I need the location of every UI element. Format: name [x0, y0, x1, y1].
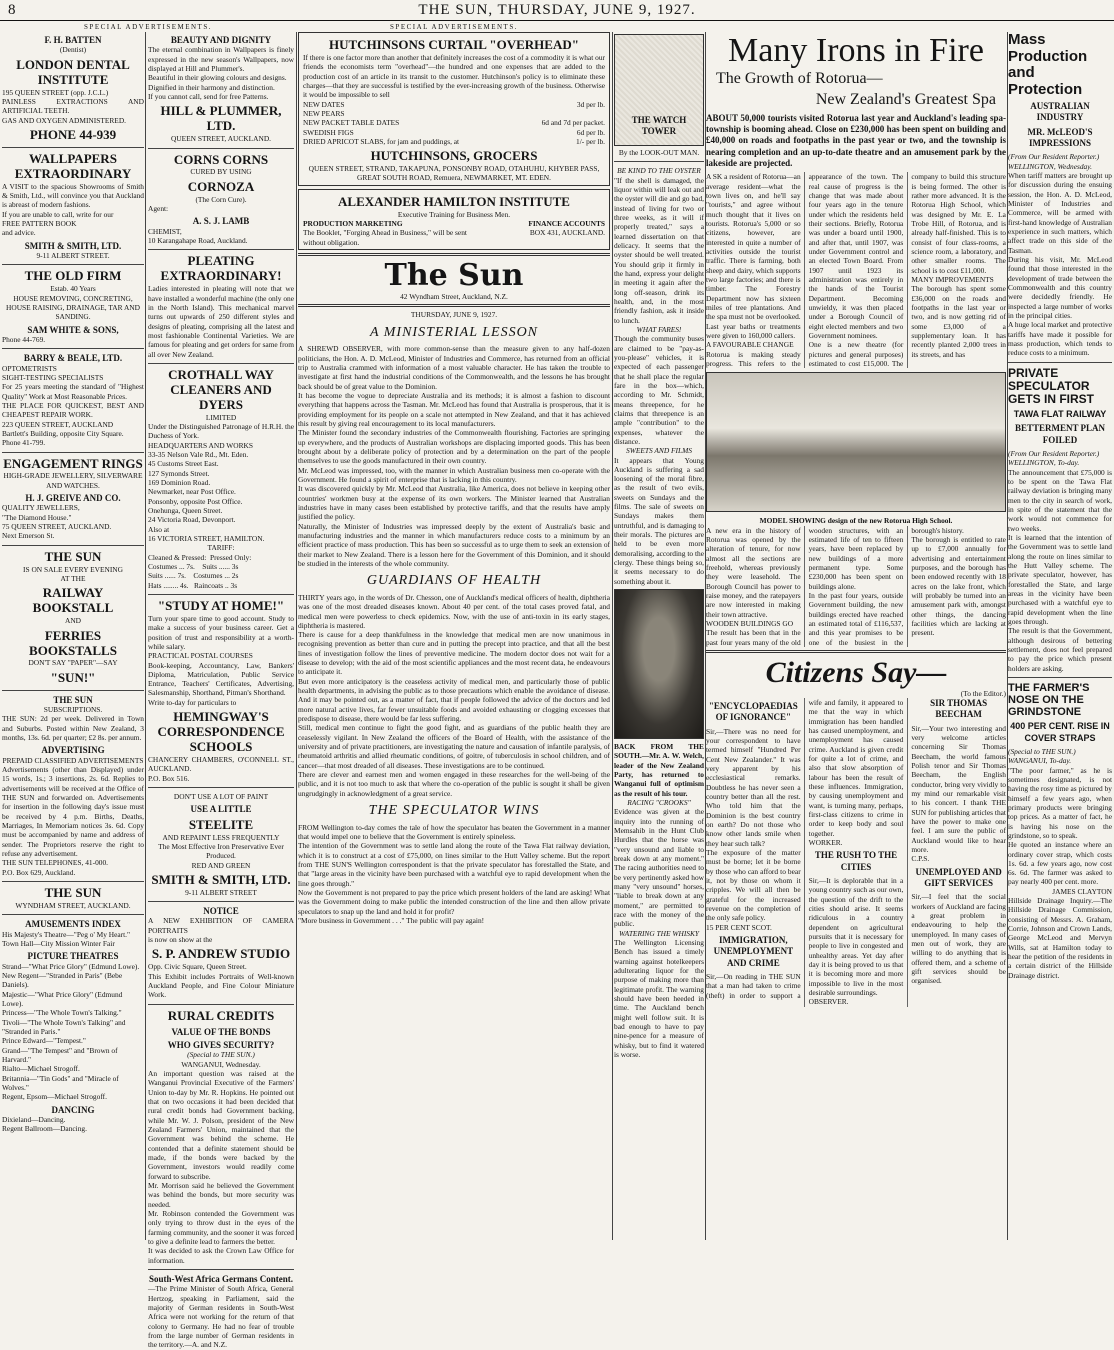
ad-aha-left: PRODUCTION MARKETING: [303, 219, 403, 229]
news-farmer-sub: 400 PER CENT. RISE IN COVER STRAPS: [1010, 721, 1110, 743]
rotorua-body-2: A new era in the history of Rotorua was opened by the alteration of tenure, for now almost all the sections are freehold, whereas previously they were leasehold. The Borough Council has power to raise money, and the ratepayers are now interested in making their town attractive. WOODEN BUILDINGS GO The result has been that in the past four years many of the old wooden structures, with an estimated life of ten to fifteen years, have been replaced by new buildings of a more permanent type. Some £230,000 has been spent on buildings alone. In the past four years, outside Government building, the new buildings erected have reached an estimated total of £116,537, and this year promises to be one of the busiest in the borough's history. The borough is entitled to rate up to £7,000 annually for advertising and entertainment purposes, and the borough has been endowed recently with 18 acres on the lake front, which will probably be turned into an amusement park with, amongst other things, the dancing facilities which are lacking at present.: [706, 525, 1006, 647]
picture-item: Grand—"The Tempest" and "Brown of Harvard.": [2, 1045, 118, 1064]
ad-batten-address: 195 QUEEN STREET (opp. J.C.L.) PAINLESS EXTRACTIONS AND ARTIFICIAL TEETH. GAS AND OXYGEN ADMINISTERED.: [2, 87, 144, 125]
watch-head: BE KIND TO THE OYSTER: [617, 166, 701, 176]
price-row: NEW PACKET TABLE DATES 6d and 7d per packet.: [303, 118, 605, 128]
pictures-head: PICTURE THEATRES: [27, 951, 119, 962]
watch-head: WHAT FARES!: [636, 324, 682, 334]
subs-sub: SUBSCRIPTIONS.: [43, 705, 103, 715]
article-rural-sub2: WHO GIVES SECURITY?: [167, 1039, 275, 1050]
ad-andrew-body: Opp. Civic Square, Queen Street. This Exhibit includes Portraits of Well-known Auckland People, and Fine Colour Miniature Work.: [148, 962, 294, 1000]
price-row: DRIED APRICOT SLABS, for jam and puddings, at 1/- per lb.: [303, 136, 605, 146]
price-row: SWEDISH FIGS 6d per lb.: [303, 127, 605, 137]
editorial-speculator-head: THE SPECULATOR WINS: [368, 803, 540, 819]
picture-item: Tivoli—"The Whole Town's Talking" and "Stranded in Paris.": [2, 1017, 126, 1036]
news-byline: (From Our Resident Reporter.) WELLINGTON, To-day.: [1008, 449, 1100, 468]
ad-engagement-sub: HIGH-GRADE JEWELLERY, SILVERWARE AND WATCHES.: [3, 471, 143, 490]
watch-head: WATERING THE WHISKY: [618, 928, 700, 938]
citizens-say-head: Citizens Say—: [765, 655, 947, 689]
ad-crothall-addresses: 45 Customs Street East. 127 Symonds Street. 169 Dominion Road. Newmarket, near Post Office. Ponsonby, opposite Post Office. Onehunga, Queen Street. 24 Victoria Road, Devonport. Also at 16 VICTORIA STREET, HAMILTON.: [148, 459, 265, 543]
article-rural-sub: VALUE OF THE BONDS: [171, 1026, 271, 1037]
ad-greive: H. J. GREIVE AND CO.: [25, 493, 121, 504]
ad-aha-booklet: The Booklet, "Forging Ahead in Business," will be sent without obligation.: [303, 228, 467, 247]
news-speculator-head: PRIVATE SPECULATOR GETS IN FIRST: [1008, 365, 1095, 406]
section-label-left: SPECIAL ADVERTISEMENTS.: [84, 23, 212, 31]
letter-head: SIR THOMAS BEECHAM: [930, 698, 988, 720]
ad-hill-plummer: HILL & PLUMMER, LTD.: [160, 103, 282, 134]
watch-tower-illustration: [614, 34, 704, 146]
article-rural-body: An important question was raised at the Wanganui Provincial Executive of the Farmers' Union to-day by Mr. R. Hopkins. He pointed out that on two occasions it had been decided that rural credit bonds had Government backing, while Mr. W. J. Polson, president of the New Zealand Farmers' Union, maintained that the Government was behind the scheme. He contended that a definite statement should be made, if the bonds were backed by the Government, investors would readily come forward to subscribe. Mr. Morrison said he believed the Government was behind the bonds, but more security was needed. Mr. Robinson contended the Government was only trying to throw dust in the eyes of the farming community, and the sooner it was forced to give a definite lead to farmers the better. It was decided to ask the Crown Law Office for information.: [148, 1068, 294, 1265]
ad-dont-use-paint: DON'T USE A LOT OF PAINT: [173, 791, 269, 801]
column-rule: [612, 32, 613, 1240]
news-mass-production-sub: AUSTRALIAN INDUSTRY: [1030, 101, 1090, 123]
rotorua-body: A SK a resident of Rotorua—an average resident—what the town lives on, and he'll say "tourists," and agree without much thought that it lives on tourists. Rotorua's 5,000 or so citizens, however, are interested in quite a number of activities outside the tourist traffic. There is farming, both sheep and dairy, which supports two large factories; and there is timber. The Forestry Department now has sixteen miles of tree plantations. And the spa must not be overlooked. Last year baths or treatments were given to 160,000 callers. A FAVOURABLE CHANGE Rotorua is making steady progress. This refers to the appearance of the town. The real cause of progress is the change that was made about four years ago in the tenure under which the residents held their sections. Briefly, Rotorua was under a board until 1900, and after that, until 1907, was under Government control and an elected Town Board. From 1907 until 1923 its administration was entirely in the hands of the Tourist Department. Becoming unwieldy, it was then placed under a Borough Council of eight elected members and two Government nominees. One is a new theatre (for pictures and general purposes) estimated to cost £15,000. The company to build this structure is being formed. The other is rather more advanced. It is the Rotorua High School, which was designed by Mr. E. La Trobe Hill, of Rotorua, and is already half-finished. This is to consist of four class-rooms, a science room, a laboratory, and other smaller rooms. The school is to cost £11,000. MANY IMPROVEMENTS The borough has spent some £36,000 on the roads and footpaths in the last year or two, and is now getting rid of some £3,000 of a supplementary loan. It has recently planted 2,000 trees in its streets, and has: [706, 172, 1006, 368]
ad-beauty-body: The eternal combination in Wallpapers is finely expressed in the new season's Wallpapers, now displayed at Hill and Plummer's. Beautiful in their glowing colours and designs. Dignified in their harmony and distinction. If you cannot call, send for free Patterns.: [148, 45, 294, 101]
ad-pleating-body: Ladies interested in pleating will note that we have installed a wonderful machine (the only one in the North Island). This mechanical marvel turns out upwards of 250 different styles and designs of pleating, comprising all the latest and most fashionable Continental Varieties. We are famous for pleating and get orders for same from all over New Zealand.: [148, 284, 294, 359]
ad-sun-title: THE SUN: [44, 548, 102, 564]
adv-body: Advertisements (other than Displayed) under 15 words, 1s.; 3 insertions, 2s. 6d. Replies to advertisements will be received at the Office of THE SUN and forwarded on. Advertisements for insertion in the following day's issue must be received by 4 p.m. Births, Deaths, Marriages, In Memoriam notices 3s. 6d. Copy must be accompanied by name and address of sender. The Proprietors reserve the right to refuse any advertisement. THE SUN TELEPHONES, 41-000. P.O. Box 629, Auckland.: [2, 765, 144, 877]
column-ads-left: [2, 32, 144, 1240]
article-sw-africa-body: —The Prime Minister of South Africa, General Hertzog, speaking in Parliament, said the majority of German residents in South-West Africa were not working for the return of that colony to Germany. He had no fear of trouble from the large number of German residents in the territory.—A. and N.Z.: [148, 1284, 294, 1350]
ad-old-firm-body: HOUSE REMOVING, CONCRETING, HOUSE RAISING, DRAINAGE, TAR AND SANDING.: [6, 293, 140, 322]
price-row: NEW PEARS: [303, 108, 345, 118]
news-farmer-sign: JAMES CLAYTON: [1052, 886, 1112, 896]
ad-batten-sub: (Dentist): [59, 45, 87, 55]
editorial-speculator-body: FROM Wellington to-day comes the tale of how the speculator has beaten the Government in a manner that would impel one to believe that the Government is entirely spineless. The intention of the Government was to settle land along the route of the Tawa Flat railway deviation, which it is to construct at a cost of £75,000, on lines similar to the Hutt Valley scheme. But the report from THE SUN'S Wellington correspondent is that the private speculator has forestalled the State, and that "large areas in the vicinity have been purchased with a watchful eye to rapid development when the line goes through." Now the Government is not prepared to pay the price which present holders of the land are asking! What was the Government doing to make public the intended construction of the line and then allow private speculators to snap up the land and hold it for profit? "More business in Government . . ." The public will pay again!: [298, 822, 610, 925]
sun-office: THE SUN: [44, 884, 102, 900]
ad-cornoza: CORNOZA: [187, 178, 255, 194]
column-rule: [145, 32, 146, 1240]
amusements-head: AMUSEMENTS INDEX: [25, 919, 121, 930]
ad-smith-name: SMITH & SMITH, LTD.: [24, 240, 122, 251]
ad-lamb: A. S. J. LAMB: [192, 216, 250, 227]
model-caption: MODEL SHOWING design of the new Rotorua High School.: [759, 516, 953, 526]
letter-head: UNEMPLOYED AND GIFT SERVICES: [915, 866, 1002, 889]
watch-body: "If the shell is damaged, the liquor within will leak out and the oyster will die and go bad, instead of living for two or three weeks, as it will if properly treated," says a learned dissertation on that delicacy. It seems that the oyster should be well treated. You should grip it firmly in the hand, express your delight in meeting it again after the long off-season, drink its health, and, in the most friendly fashion, ask it inside to lunch.: [614, 175, 704, 325]
ad-crothall: CROTHALL WAY CLEANERS AND DYERS: [168, 366, 274, 412]
subs-body: THE SUN: 2d per week. Delivered in Town and Suburbs. Posted within New Zealand, 3 months, 13s. 6d. per quarter; £2 8s. per annum.: [2, 714, 144, 743]
ad-lamb-address: CHEMIST, 10 Karangahape Road, Auckland.: [148, 226, 248, 246]
column-feature: [706, 32, 1006, 1240]
letter-body: Sir,—Your two interesting and very welcome articles concerning Sir Thomas Beecham, the world famous Polish tenor and Sir Thomas Beecham, the English conductor, bring very vividly to my mind our remarkable visit to his concert. I thank THE SUN for publishing articles that have the power to make one feel. I am sure the public of Auckland would like to hear more. C.P.S.: [911, 723, 1006, 864]
watch-body: Though the community buses are claimed to be "pay-as-you-please" vehicles, it is expected of each passenger that he shall place the regular fare in the box—which, according to Mr. Schmidt, means threepence, for he claims that threepence is an ample "contribution" to the expenses, whatever the distance.: [614, 334, 704, 446]
letters: [706, 698, 1006, 1007]
watch-head: RACING "CROOKS": [627, 798, 691, 808]
ad-andrew-studio: S. P. ANDREW STUDIO: [151, 946, 291, 962]
photo-caption: BACK FROM THE SOUTH.—Mr. A. W. Welch, leader of the New Zealand Party, has returned to Wanganui full of optimism as the result of his tour.: [614, 742, 704, 798]
picture-item: Regent, Epsom—Michael Strogoff.: [2, 1092, 107, 1102]
editorial-ministerial-head: A MINISTERIAL LESSON: [369, 324, 539, 340]
picture-item: Rialto—Michael Strogoff.: [2, 1064, 80, 1074]
ad-engagement-rings: ENGAGEMENT RINGS: [3, 455, 143, 471]
ad-sun-at: AT THE: [60, 574, 86, 584]
picture-item: Princess—"The Whole Town's Talking.": [2, 1008, 122, 1018]
ad-alexander-hamilton: [298, 189, 610, 250]
ad-hemingways-address: CHANCERY CHAMBERS, O'CONNELL ST., AUCKLAND. P.O. Box 516.: [148, 754, 294, 783]
rotorua-subhead-2: New Zealand's Greatest Spa: [815, 90, 996, 108]
news-farmer-head: THE FARMER'S NOSE ON THE GRINDSTONE: [1008, 681, 1090, 719]
news-mass-production-head: Mass Production and Protection: [1008, 31, 1088, 98]
ad-smith-address: 9-11 ALBERT STREET.: [36, 250, 110, 260]
ad-cornoza-sub: (The Corn Cure).: [195, 194, 247, 204]
ad-preservative: The Most Effective Iron Preservative Ever Produced.: [158, 841, 284, 861]
picture-item: New Regent—"Stranded in Paris" (Bebe Daniels).: [2, 970, 123, 990]
editorial-health-head: GUARDIANS OF HEALTH: [366, 573, 542, 589]
letter-body: Sir,—It is deplorable that in a young country such as our own, the question of the drift to the cities should arise. It seems ridiculous in a country dependent on agricultural pursuits that it is necessary for people to live in congested and unhealthy areas. Yet day after day it is being proved to us that it is becoming more and more impossible to live in the most desirable surroundings. OBSERVER.: [808, 876, 904, 1007]
ad-hutchinsons-address: QUEEN STREET, STRAND, TAKAPUNA, PONSONBY ROAD, OTAHUHU, KHYBER PASS, GREAT SOUTH ROAD, Remuera, NEWMARKET, MT. EDEN.: [308, 164, 600, 183]
ad-wallpapers-head: WALLPAPERS EXTRAORDINARY: [14, 150, 132, 181]
article-rural-dateline: WANGANUI, Wednesday.: [181, 1059, 261, 1069]
rotorua-headline: Many Irons in Fire: [728, 32, 984, 69]
ad-corns-sub: CURED BY USING: [190, 167, 252, 177]
ad-hutchinsons-name: HUTCHINSONS, GROCERS: [370, 148, 538, 164]
ad-railway-bookstall: RAILWAY BOOKSTALL: [32, 585, 114, 616]
column-rule: [296, 32, 297, 1240]
watch-body: Evidence was given at the inquiry into the running of Memsahib in the Hunt Club Hurdles that the horse was "very unsound and liable to break down at any moment." The racing authorities need to be very pertinently asked how many "very unsound" horses, "liable to break down at any moment," are permitted to race with the money of the public.: [614, 807, 704, 929]
ad-repaint: AND REPAINT LESS FREQUENTLY: [162, 832, 280, 842]
news-hillside-body: Hillside Drainage Inquiry.—The Hillside Drainage Commission, consisting of Messrs. A. Graham, Corrie, Johnson and Crown Lands, George McLeod and Mervyn Wills, sat at Hamilton today to hear the petition of the residents in a certain district of the Hillside Drainage district.: [1008, 896, 1112, 980]
price-row: NEW DATES 3d per lb.: [303, 99, 605, 109]
ad-beauty-dignity: BEAUTY AND DIGNITY: [170, 35, 272, 45]
nameplate-address: 42 Wyndham Street, Auckland, N.Z.: [400, 292, 508, 302]
masthead: [0, 0, 1114, 20]
picture-item: Strand—"What Price Glory" (Edmund Lowe).: [2, 961, 140, 971]
ad-barry-sub: OPTOMETRISTS SIGHT-TESTING SPECIALISTS: [2, 363, 104, 382]
column-news-right: [1008, 32, 1112, 1240]
watch-tower-title: THE WATCH TOWER: [631, 115, 687, 137]
ad-notice: NOTICE: [203, 906, 239, 917]
ad-batten-name: F. H. BATTEN: [44, 35, 102, 45]
ad-aha-title: ALEXANDER HAMILTON INSTITUTE: [338, 193, 570, 209]
ad-aha-right: FINANCE ACCOUNTS: [528, 219, 605, 229]
ad-hemingways: HEMINGWAY'S CORRESPONDENCE SCHOOLS: [157, 709, 285, 755]
ad-sam-white-phone: Phone 44-769.: [2, 334, 46, 344]
ad-and: AND: [64, 616, 81, 626]
header-rule: [0, 20, 1114, 21]
letter-head: IMMIGRATION, UNEMPLOYMENT AND CRIME: [713, 935, 794, 968]
citizens-say-sub: (To the Editor.): [960, 688, 1006, 698]
news-speculator-sub: TAWA FLAT RAILWAY: [1013, 409, 1107, 420]
column-editorial: [298, 32, 610, 1240]
ad-hutchinsons: [298, 32, 610, 186]
news-speculator-sub2: BETTERMENT PLAN FOILED: [1014, 423, 1106, 445]
picture-item: Prince Edward—"Tempest.": [2, 1036, 86, 1046]
news-farmer-body: "The poor farmer," as he is sometimes designated, is not having the rosy time as pictured by himself a few years ago, when primary products were bringing top prices. As a matter of fact, he is having his nose on the grindstone, so to speak. He quoted an instance where an ordinary cover strap, which costs 1s. 6d. a few years ago, now cost 6s. 6d. The farmer was asked to pay nearly 400 per cent. more.: [1008, 765, 1112, 887]
ad-pleating: PLEATING EXTRAORDINARY!: [160, 253, 282, 284]
dancing-item: Dixieland—Dancing.: [2, 1114, 66, 1124]
news-mass-production-body: When tariff matters are brought up for discussion during the ensuing session, the Hon. A. D. McLeod, Minister of Industries and Commerce, will be armed with first-hand knowledge of Australian experience in such matters, which affect trade on this side of the Tasman. During his visit, Mr. McLeod found that those interested in the development of trade between the Commonwealth and this country were decidedly friendly. He inspected a large number of works in the principal cities. A huge local market and protective tariffs have made it possible for mass production, which tends to reduce costs to a minimum.: [1008, 170, 1112, 358]
page-number: 8: [8, 2, 16, 18]
ad-notice-body: A NEW EXHIBITION OF CAMERA PORTRAITS is now on show at the: [148, 916, 294, 945]
ad-study-body: Turn your spare time to good account. Study to make a success of your business career. Get a position of trust and responsibility at a worth-while salary. PRACTICAL POSTAL COURSES Book-keeping, Accountancy, Law, Bankers' Diploma, Matriculation, Public Service Entrance, Teachers' Certificates, Advertising, Salesmanship, Shorthand, Pitman's Shorthand. Write to-day for particulars to: [148, 613, 294, 707]
ad-crothall-ltd: LIMITED: [205, 412, 237, 422]
nameplate: The Sun: [384, 258, 524, 294]
ad-batten-firm: LONDON DENTAL INSTITUTE: [16, 56, 130, 87]
article-sw-africa-head: South-West Africa Germans Content.: [149, 1273, 293, 1284]
column-ads-second: [148, 32, 294, 1350]
editorial-ministerial-body: A SHREWD OBSERVER, with more common-sense than the measure given to any half-dozen politicians, the Hon. A. D. McLeod, Minister of Industries and Commerce, has returned from an official trip to Australia crammed with information of a most valuable character. He has taken the trouble to investigate at first hand the industrial conditions of the Commonwealth, and the lessons he has brought back should be of great value to the Dominion. It has become the vogue to depreciate Australia and its methods; it is almost a fashion to discount everything that happens across the Tasman. Mr. McLeod has found that Australia is prosperous, that it is providing employment for its people on a scale not attempted in New Zealand, and that it has achieved this result by giving real encouragement to its local manufacturers. The Minister found the secondary industries of the Commonwealth flourishing. Factories are springing up everywhere, and the products of Australian workshops are displacing imported goods. This has been brought about by a deliberate policy of protection and by a determination on the part of the people themselves to use the goods manufactured in their own country. Mr. McLeod was impressed, too, with the manner in which Australian business men co-operate with the Government. He found a spirit of enterprise that is lacking in this country. It was discovered quickly by Mr. McLeod that Australia, like America, does not believe in keeping other countries' workmen busy at the expense of its own workers. The Minister learned that Australian industries have in many cases been established by protective tariffs, and that the results have amply justified the policy. Naturally, the Minister of Industries was impressed deeply by the extent of Australia's basic and manufacturing industries and the manner in which manufacturers reduce costs to a minimum by an efficient practice of mass production. This has been so successful as to urge them to seek an extension of their market to New Zealand. There is a lesson here for the Government of this Dominion, and it should be studied in the interests of the whole community.: [298, 344, 610, 568]
news-speculator-body: The announcement that £75,000 is to be spent on the Tawa Flat railway deviation is bringing many men to the city in search of work, in spite of the statement that the work would not commence for two weeks. It is learned that the intention of the Government was to settle land along the route on lines similar to the Hutt Valley scheme. The private speculator, however, has forestalled the State, and large areas in the vicinity have been purchased with a watchful eye to rapid development when the line goes through. The result is that the Government, although desirous of bettering settlement, does not feel prepared to pay the price which present holders are asking.: [1008, 467, 1112, 673]
ad-lamb-agent: Agent:: [148, 204, 169, 214]
ad-aha-box: BOX 431, AUCKLAND.: [529, 228, 605, 238]
portrait-photo: [614, 589, 704, 739]
letter-body: Sir,—I feel that the social workers of Auckland are facing a great problem in endeavouring to help the unemployed. In many cases of men out of work, they are willing to do anything that is offered them, and a scheme of gift services should be organised.: [911, 892, 1006, 986]
ad-colours: RED AND GREEN: [191, 860, 251, 870]
ad-old-firm: THE OLD FIRM: [24, 268, 122, 284]
ad-smith2: SMITH & SMITH, LTD.: [151, 871, 291, 887]
letter-head: THE RUSH TO THE CITIES: [814, 850, 898, 872]
ad-sam-white: SAM WHITE & SONS,: [27, 324, 119, 335]
dancing-item: Regent Ballroom—Dancing.: [2, 1124, 87, 1134]
adv-head: ADVERTISING: [41, 745, 105, 756]
sun-office-address: WYNDHAM STREET, AUCKLAND.: [15, 900, 131, 910]
watch-body: The Wellington Licensing Bench has issued a timely warning against hotelkeepers adulterating liquor for the purpose of making more than legitimate profit. The warning should have been heeded in time. The Auckland bench might well follow suit. It is bad enough to have to pay nine-pence for a measure of whisky, but to find it watered is worse.: [614, 937, 704, 1059]
picture-item: Britannia—"Tin Gods" and "Miracle of Wolves.": [2, 1073, 119, 1092]
letter-body: Sir,—There was no need for your correspondent to have termed himself "Hundred Per Cent New Zealander." It was very apparent by his ecclesiastical remarks. Doubtless he has never seen a country better than all the rest. Who told him that the Dominion is the best country on earth? Do not those who know other lands smile when they hear such talk? The exposure of the matter must be borne; let it be borne by those who can afford to bear it, not by those on whom it cripples. We will all then be grateful for the increased revenue on the completion of the only safe policy. 15 PER CENT SCOT.: [706, 726, 801, 932]
ad-corns: CORNS CORNS: [173, 151, 269, 167]
ad-hutchinsons-head: HUTCHINSONS CURTAIL "OVERHEAD": [329, 37, 579, 52]
subs-head: THE SUN: [53, 694, 93, 705]
column-watch-tower: [614, 32, 704, 1240]
letter-head: "ENCYCLOPAEDIAS OF IGNORANCE": [708, 701, 798, 723]
letter-body: Sir,—On reading in THE SUN that a man had taken to crime (theft) in order to support a wife and family, it appeared to me that the way in which immigration has been handled has caused unemployment, and unemployment has caused crime. Auckland is given credit for quite a lot of crime, and also that slow absorption of labour has been the result of these influences. Immigration, by causing unemployment and want, is turning many, perhaps, first-class citizens to crime in order to keep body and soul together. WORKER.: [706, 698, 904, 1000]
picture-item: Majestic—"What Price Glory" (Edmund Lowe).: [2, 989, 123, 1008]
school-model-photo: [706, 372, 1006, 512]
dancing-head: DANCING: [51, 1104, 95, 1115]
watch-body: It appears that Young Auckland is suffering a sad loosening of the moral fibre, as the result of two evils, sweets on Sundays and the films. The sale of sweets on Sundays makes them untruthful, and is damaging to their morals. The pictures are held to be even more demoralising, according to the clergy. These things being so, it seems necessary to do something about it.: [614, 455, 704, 586]
ad-old-firm-sub: Estab. 40 Years: [50, 284, 96, 294]
amusement-item: Town Hall—City Mission Winter Fair: [2, 938, 115, 948]
ad-sun-sale: IS ON SALE EVERY EVENING: [23, 564, 123, 574]
ad-aha-sub: Executive Training for Business Men.: [397, 209, 511, 219]
ad-barry-body: For 25 years meeting the standard of "Highest Quality" Work at Most Reasonable Prices. THE PLACE FOR QUICKEST, BEST AND CHEAPEST REPAIR WORK. 223 QUEEN STREET, AUCKLAND Bartlett's Building, opposite City Square. Phone 41-799.: [2, 382, 144, 448]
nameplate-date: THURSDAY, JUNE 9, 1927.: [410, 310, 498, 320]
ad-wallpapers-body: A VISIT to the spacious Showrooms of Smith & Smith, Ltd., will convince you that Auckland is abreast of modern fashions. If you are unable to call, write for our FREE PATTERN BOOK and advice.: [2, 181, 144, 238]
ad-steelite: STEELITE: [188, 816, 254, 832]
page-header-title: THE SUN, THURSDAY, JUNE 9, 1927.: [418, 2, 696, 18]
section-label-center: SPECIAL ADVERTISEMENTS.: [390, 23, 518, 31]
news-byline: (From Our Resident Reporter.) WELLINGTON, Wednesday.: [1008, 152, 1100, 171]
news-byline: (Special to THE SUN.) WANGANUI, To-day.: [1008, 746, 1076, 766]
article-rural-credits-head: RURAL CREDITS: [167, 1007, 275, 1023]
ad-smith2-address: 9-11 ALBERT STREET: [185, 887, 257, 897]
ad-study-home: "STUDY AT HOME!": [157, 597, 285, 613]
ad-greive-body: QUALITY JEWELLERS, "The Diamond House." 75 QUEEN STREET, AUCKLAND. Next Emerson St.: [2, 503, 112, 541]
ad-sun-quote: "SUN!": [50, 669, 96, 685]
rotorua-subhead-1: The Growth of Rotorua—: [716, 70, 883, 88]
watch-head: SWEETS AND FILMS: [626, 446, 692, 456]
editorial-health-body: THIRTY years ago, in the words of Dr. Chesson, one of Auckland's medical officers of health, diphtheria was one of the most dreaded diseases known. About 40 per cent. of the total cases proved fatal, and medical men were powerless to check epidemics. Now, with the use of anti-toxin in its early stages, diphtheria is mastered. There is cause for a deep thankfulness in the knowledge that medical men are now unanimous in recognising prevention as better than cure and in putting the precept into practice, and that all the best lines of investigation follow the lines of preventive medicine. The modern doctor does not wait for a disease to develop; with the aid of the most scientific appliances and the most recent data, he endeavours to anticipate it. But even more anticipatory is the ceaseless activity of medical men, and particularly those of public health departments, in advising the public as to those precautions which enable the avoidance of disease. And it may be pointed out, as a matter of fact, that if people followed the advice of the doctors and led more natural active lives, far fewer unsuitable foods and avoided exhausting or clogging excesses that predispose to disease, there would be far less suffering. Still, medical men continue to fight the good fight, and as guardians of the public health they are ceaselessly vigilant. In New Zealand the officers of the Board of Health, with the assistance of the university and of private practitioners, are investigating the nature and causation of infantile paralysis, of rheumatoid arthritis and allied rheumatic conditions, of goitre, of tuberculosis in school children, and of cancer—that most dreaded of all diseases. These investigations are to be continued. There are clever and earnest men and women engaged in these researches for the well-being of the public, and it is not too much to ask that where the co-operation of the public is sought it shall be given ungrudgingly in acknowledgment of a great service.: [298, 592, 610, 798]
ad-hill-address: QUEEN STREET, AUCKLAND.: [170, 134, 272, 144]
rotorua-lead: ABOUT 50,000 tourists visited Rotorua last year and Auckland's leading spa-township is booming ahead. Close on £230,000 has been spent on building and £40,000 on roads and footpaths in the past year or two, and the township is nearing completion and an up-to-date theatre and an amusement park by the lakeside are projected.: [706, 112, 1006, 169]
ad-tariff-body: Cleaned & Pressed: Pressed Only: Costumes ... 7s. Suits ...... 3s Suits ...... 7s. Costumes ... 2s Hats ........ 4s. Raincoats .. 3s: [148, 552, 252, 590]
ad-hutchinsons-body: If there is one factor more than another that definitely increases the cost of a commodity it is what our friends the economists term "overhead"—the hundred and one expenses that are added to the production cost of an article in its transit to the customer. Hutchinson's policy is to eliminate these charges—that they are successful is testified by the ever-increasing growth of the business. Otherwise it would be impossible to sell: [303, 52, 605, 100]
news-mass-production-sub2: MR. McLEOD'S IMPRESSIONS: [1027, 126, 1093, 148]
watch-tower-byline: By the LOOK-OUT MAN.: [618, 148, 700, 157]
ad-dont-say: DON'T SAY "PAPER"—SAY: [28, 658, 118, 668]
adv-sub: PREPAID CLASSIFIED ADVERTISEMENTS: [2, 755, 144, 765]
ad-barry-beale: BARRY & BEALE, LTD.: [23, 353, 123, 364]
ad-crothall-body: Under the Distinguished Patronage of H.R.H. the Duchess of York. HEADQUARTERS AND WORKS 33-35 Nelson Vale Rd., Mt. Eden.: [148, 422, 294, 459]
ad-use-little: USE A LITTLE: [190, 804, 252, 815]
article-rural-byline: (Special to THE SUN.): [187, 1050, 255, 1060]
ad-batten-phone: PHONE 44-939: [29, 126, 117, 142]
ad-tariff-head: TARIFF:: [207, 543, 235, 553]
ad-ferries-bookstalls: FERRIES BOOKSTALLS: [29, 627, 117, 658]
amusement-item: His Majesty's Theatre—"Peg o' My Heart.": [2, 929, 131, 939]
